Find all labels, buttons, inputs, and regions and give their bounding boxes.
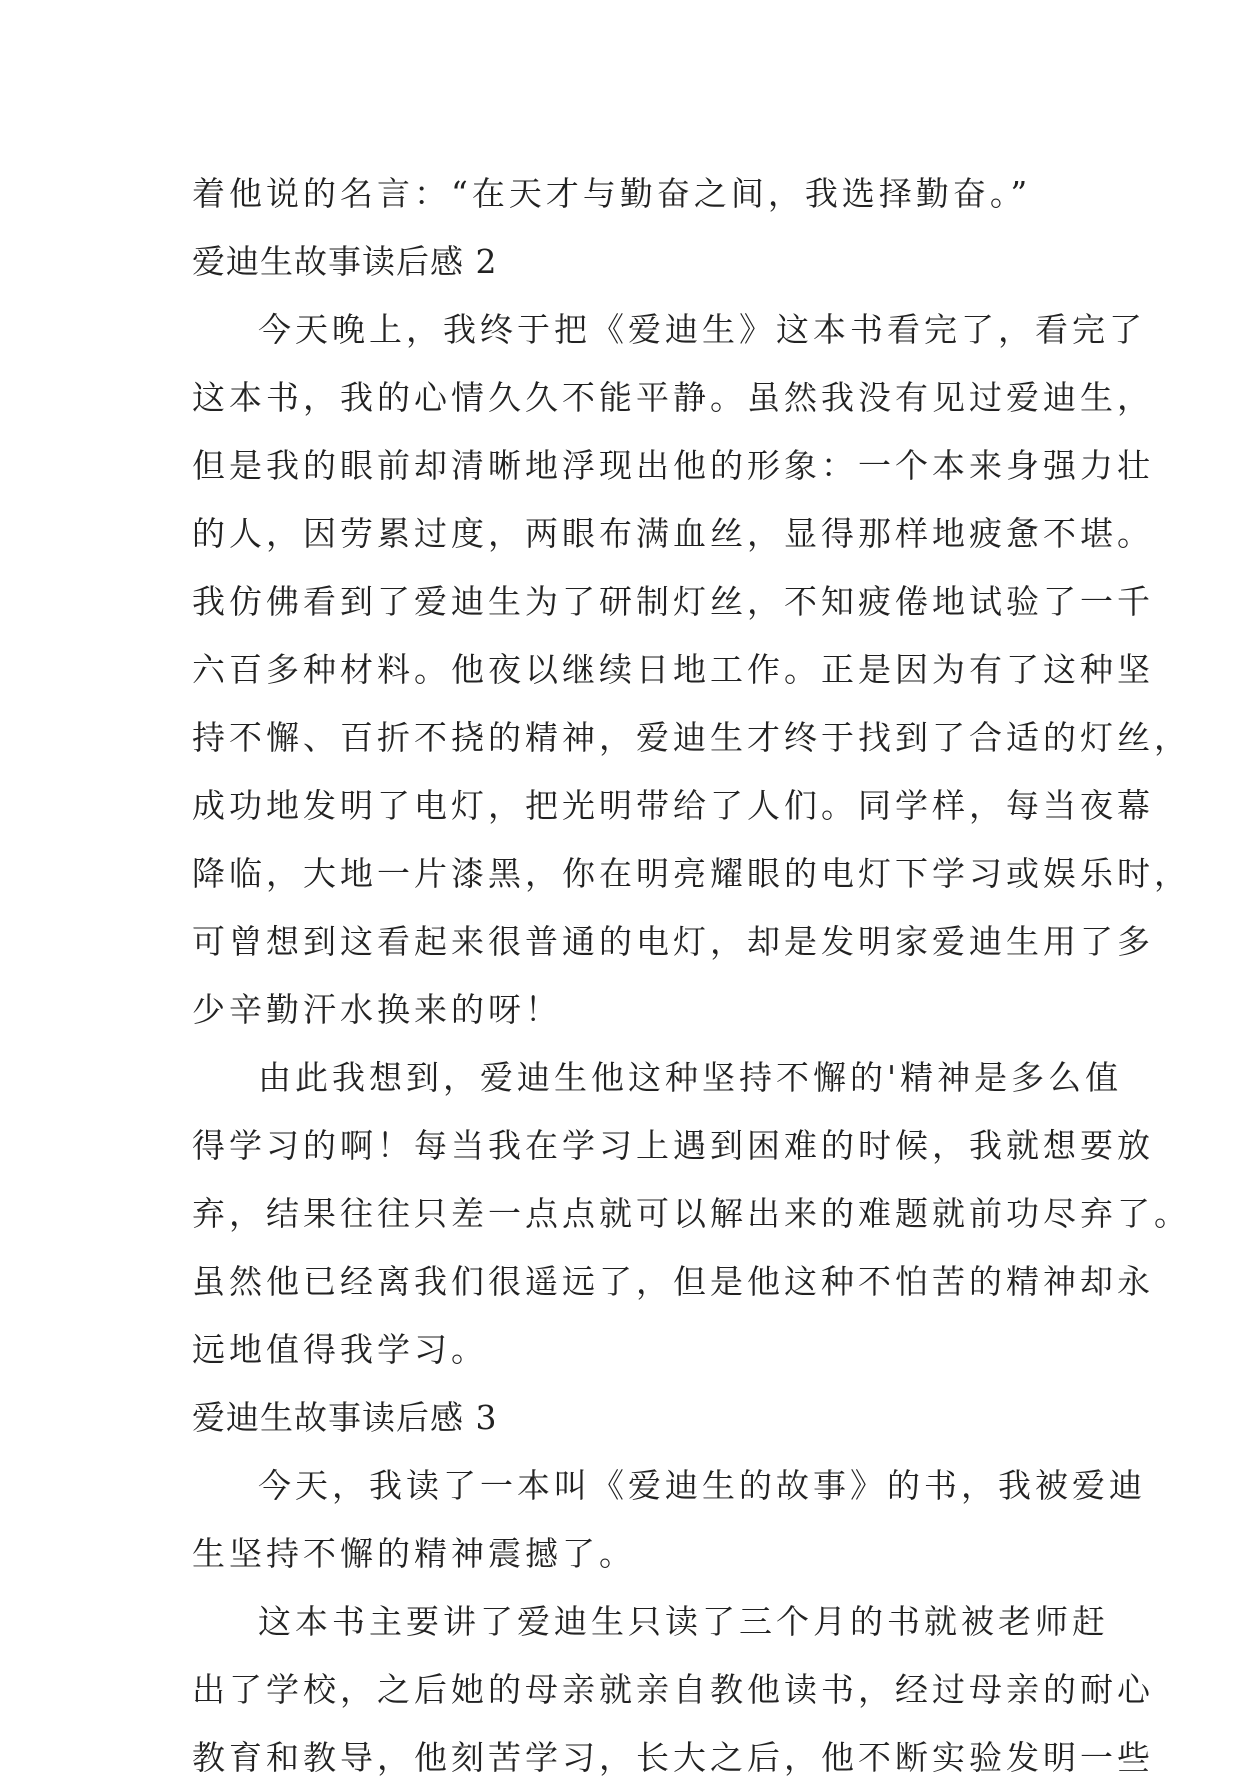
text-line: 但是我的眼前却清晰地浮现出他的形象：一个本来身强力壮 (192, 446, 1154, 485)
text-line: 着他说的名言：“在天才与勤奋之间，我选择勤奋。” (192, 174, 1032, 213)
text-line: 这本书，我的心情久久不能平静。虽然我没有见过爱迪生， (192, 378, 1154, 417)
section-heading: 爱迪生故事读后感 2 (192, 242, 498, 281)
text-line: 弃，结果往往只差一点点就可以解出来的难题就前功尽弃了。 (192, 1194, 1191, 1233)
text-line: 得学习的啊！每当我在学习上遇到困难的时候，我就想要放 (192, 1126, 1154, 1165)
document-body (192, 160, 1191, 1792)
paragraph-start: 这本书主要讲了爱迪生只读了三个月的书就被老师赶 (258, 1602, 1109, 1641)
text-line: 生坚持不懈的精神震撼了。 (192, 1534, 636, 1573)
text-line: 少辛勤汗水换来的呀！ (192, 990, 562, 1029)
text-line: 六百多种材料。他夜以继续日地工作。正是因为有了这种坚 (192, 650, 1154, 689)
text-line: 可曾想到这看起来很普通的电灯，却是发明家爱迪生用了多 (192, 922, 1154, 961)
text-line: 远地值得我学习。 (192, 1330, 488, 1369)
paragraph-start: 今天晚上，我终于把《爱迪生》这本书看完了，看完了 (258, 310, 1146, 349)
paragraph-start: 由此我想到，爱迪生他这种坚持不懈的'精神是多么值 (258, 1058, 1123, 1097)
text-line: 降临，大地一片漆黑，你在明亮耀眼的电灯下学习或娱乐时， (192, 854, 1191, 893)
text-line: 我仿佛看到了爱迪生为了研制灯丝，不知疲倦地试验了一千 (192, 582, 1154, 621)
paragraph-start: 今天，我读了一本叫《爱迪生的故事》的书，我被爱迪 (258, 1466, 1146, 1505)
text-line: 成功地发明了电灯，把光明带给了人们。同学样，每当夜幕 (192, 786, 1154, 825)
section-heading: 爱迪生故事读后感 3 (192, 1398, 498, 1437)
text-line: 虽然他已经离我们很遥远了，但是他这种不怕苦的精神却永 (192, 1262, 1154, 1301)
text-line: 的人，因劳累过度，两眼布满血丝，显得那样地疲惫不堪。 (192, 514, 1154, 553)
text-line: 教育和教导，他刻苦学习，长大之后，他不断实验发明一些 (192, 1738, 1154, 1777)
text-line: 持不懈、百折不挠的精神，爱迪生才终于找到了合适的灯丝， (192, 718, 1191, 757)
text-line: 出了学校，之后她的母亲就亲自教他读书，经过母亲的耐心 (192, 1670, 1154, 1709)
